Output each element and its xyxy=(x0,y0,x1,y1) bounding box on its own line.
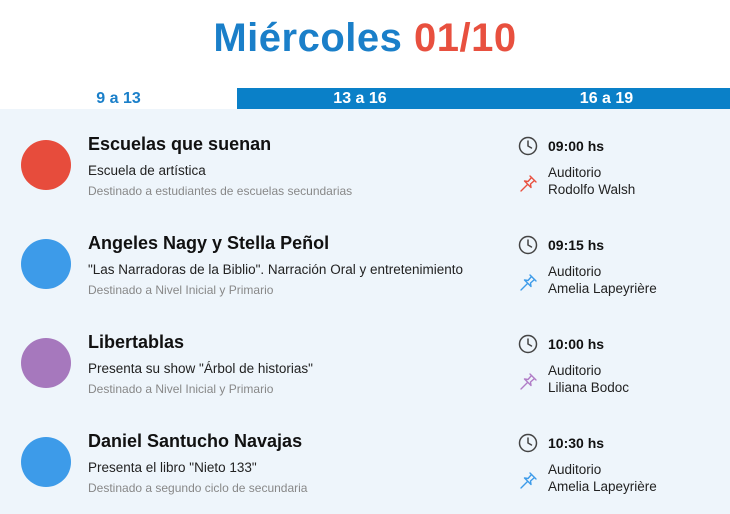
venue-name: Amelia Lapeyrière xyxy=(548,479,657,494)
events-panel xyxy=(0,109,730,514)
event-item xyxy=(0,208,730,307)
venue-type: Auditorio xyxy=(548,363,602,378)
event-title: Libertablas xyxy=(88,332,185,352)
event-audience: Destinado a estudiantes de escuelas secundarias xyxy=(88,184,353,198)
venue-type: Auditorio xyxy=(548,264,602,279)
venue-type: Auditorio xyxy=(548,462,602,477)
event-description: "Las Narradoras de la Biblio". Narración Oral y entretenimiento xyxy=(88,262,464,277)
clock-icon xyxy=(518,334,538,354)
day-name: Miércoles xyxy=(213,16,403,60)
pushpin-icon xyxy=(517,173,539,195)
event-audience: Destinado a Nivel Inicial y Primario xyxy=(88,283,274,297)
venue-name: Amelia Lapeyrière xyxy=(548,281,657,296)
venue-type: Auditorio xyxy=(548,165,602,180)
event-item xyxy=(0,109,730,208)
event-venue xyxy=(548,362,629,396)
tab-9-a-13[interactable]: 9 a 13 xyxy=(0,88,237,109)
event-item xyxy=(0,406,730,505)
event-audience: Destinado a segundo ciclo de secundaria xyxy=(88,481,308,495)
day-date: 01/10 xyxy=(414,16,517,60)
tab-16-a-19[interactable]: 16 a 19 xyxy=(483,88,730,109)
time-slot-tabs xyxy=(0,88,730,109)
event-dot xyxy=(21,140,71,190)
event-dot xyxy=(21,338,71,388)
event-description: Presenta su show "Árbol de historias" xyxy=(88,361,313,376)
event-venue xyxy=(548,461,657,495)
event-venue xyxy=(548,164,635,198)
event-dot xyxy=(21,239,71,289)
event-venue xyxy=(548,263,657,297)
clock-icon xyxy=(518,433,538,453)
venue-name: Rodolfo Walsh xyxy=(548,182,636,197)
clock-icon xyxy=(518,235,538,255)
event-title: Angeles Nagy y Stella Peñol xyxy=(88,233,330,253)
event-item xyxy=(0,307,730,406)
page-title xyxy=(0,14,730,62)
venue-name: Liliana Bodoc xyxy=(548,380,630,395)
event-time: 09:00 hs xyxy=(548,138,605,154)
event-time: 10:30 hs xyxy=(548,435,605,451)
event-description: Presenta el libro "Nieto 133" xyxy=(88,460,257,475)
tab-13-a-16[interactable]: 13 a 16 xyxy=(237,88,483,109)
event-title: Escuelas que suenan xyxy=(88,134,272,154)
event-title: Daniel Santucho Navajas xyxy=(88,431,303,451)
event-time: 10:00 hs xyxy=(548,336,605,352)
event-dot xyxy=(21,437,71,487)
pushpin-icon xyxy=(517,371,539,393)
pushpin-icon xyxy=(517,470,539,492)
event-description: Escuela de artística xyxy=(88,163,206,178)
pushpin-icon xyxy=(517,272,539,294)
clock-icon xyxy=(518,136,538,156)
event-audience: Destinado a Nivel Inicial y Primario xyxy=(88,382,274,396)
event-time: 09:15 hs xyxy=(548,237,605,253)
